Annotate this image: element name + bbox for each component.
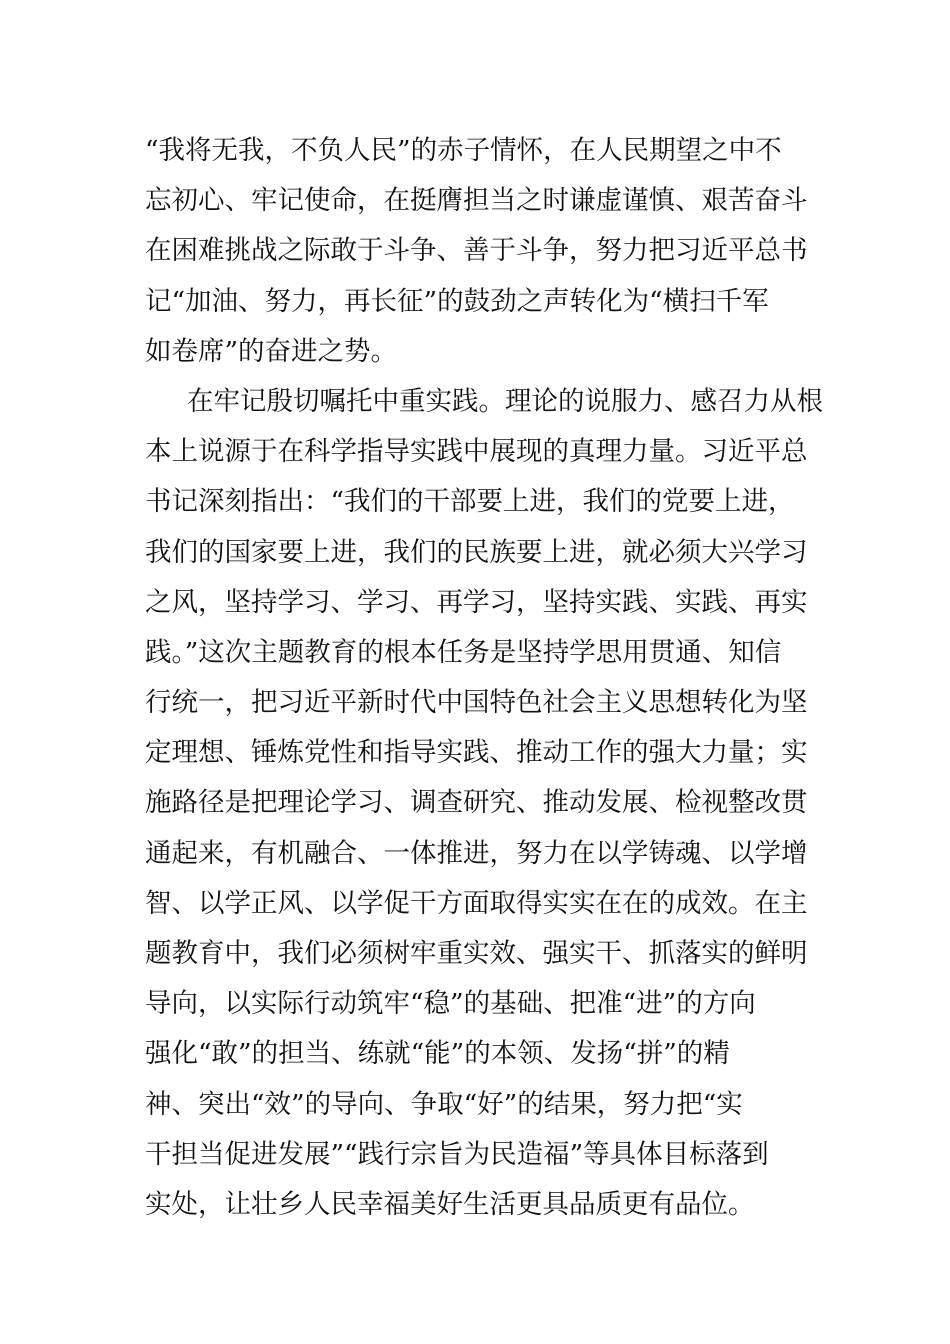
text-line: 本上说源于在科学指导实践中展现的真理力量。习近平总 <box>145 436 808 468</box>
text-line: 实处，让壮乡人民幸福美好生活更具品质更有品位。 <box>145 1188 755 1220</box>
text-line: 定理想、锤炼党性和指导实践、推动工作的强大力量；实 <box>145 737 808 769</box>
text-line: 忘初心、牢记使命，在挺膺担当之时谦虚谨慎、艰苦奋斗 <box>145 185 808 217</box>
text-line: 在困难挑战之际敢于斗争、善于斗争，努力把习近平总书 <box>145 235 808 267</box>
paragraph-1 <box>145 126 810 377</box>
document-body <box>145 126 823 1230</box>
text-line: 施路径是把理论学习、调查研究、推动发展、检视整改贯 <box>145 787 808 819</box>
text-line: 智、以学正风、以学促干方面取得实实在在的成效。在主 <box>145 887 808 919</box>
text-line: 记“加油、努力，再长征”的鼓劲之声转化为“横扫千军 <box>145 285 769 317</box>
text-line: 题教育中，我们必须树牢重实效、强实干、抓落实的鲜明 <box>145 938 808 969</box>
text-line: 书记深刻指出：“我们的干部要上进，我们的党要上进， <box>145 486 795 518</box>
text-line: 神、突出“效”的导向、争取“好”的结果，努力把“实 <box>145 1088 743 1120</box>
text-line: “我将无我，不负人民”的赤子情怀，在人民期望之中不 <box>145 135 782 166</box>
paragraph-2 <box>145 377 823 1230</box>
text-line: 干担当促进发展”“践行宗旨为民造福”等具体目标落到 <box>145 1138 769 1170</box>
text-line: 强化“敢”的担当、练就“能”的本领、发扬“拼”的精 <box>145 1038 730 1070</box>
text-line: 行统一，把习近平新时代中国特色社会主义思想转化为坚 <box>145 687 808 719</box>
text-line: 通起来，有机融合、一体推进，努力在以学铸魂、以学增 <box>145 837 808 869</box>
text-line: 导向，以实际行动筑牢“稳”的基础、把准“进”的方向 <box>145 988 756 1020</box>
text-line: 之风，坚持学习、学习、再学习，坚持实践、实践、再实 <box>145 586 808 618</box>
text-line: 如卷席”的奋进之势。 <box>145 335 398 367</box>
text-line: 在牢记殷切嘱托中重实践。理论的说服力、感召力从根 <box>187 385 823 417</box>
text-line: 践。”这次主题教育的根本任务是坚持学思用贯通、知信 <box>145 636 782 668</box>
text-line: 我们的国家要上进，我们的民族要上进，就必须大兴学习 <box>145 536 808 568</box>
